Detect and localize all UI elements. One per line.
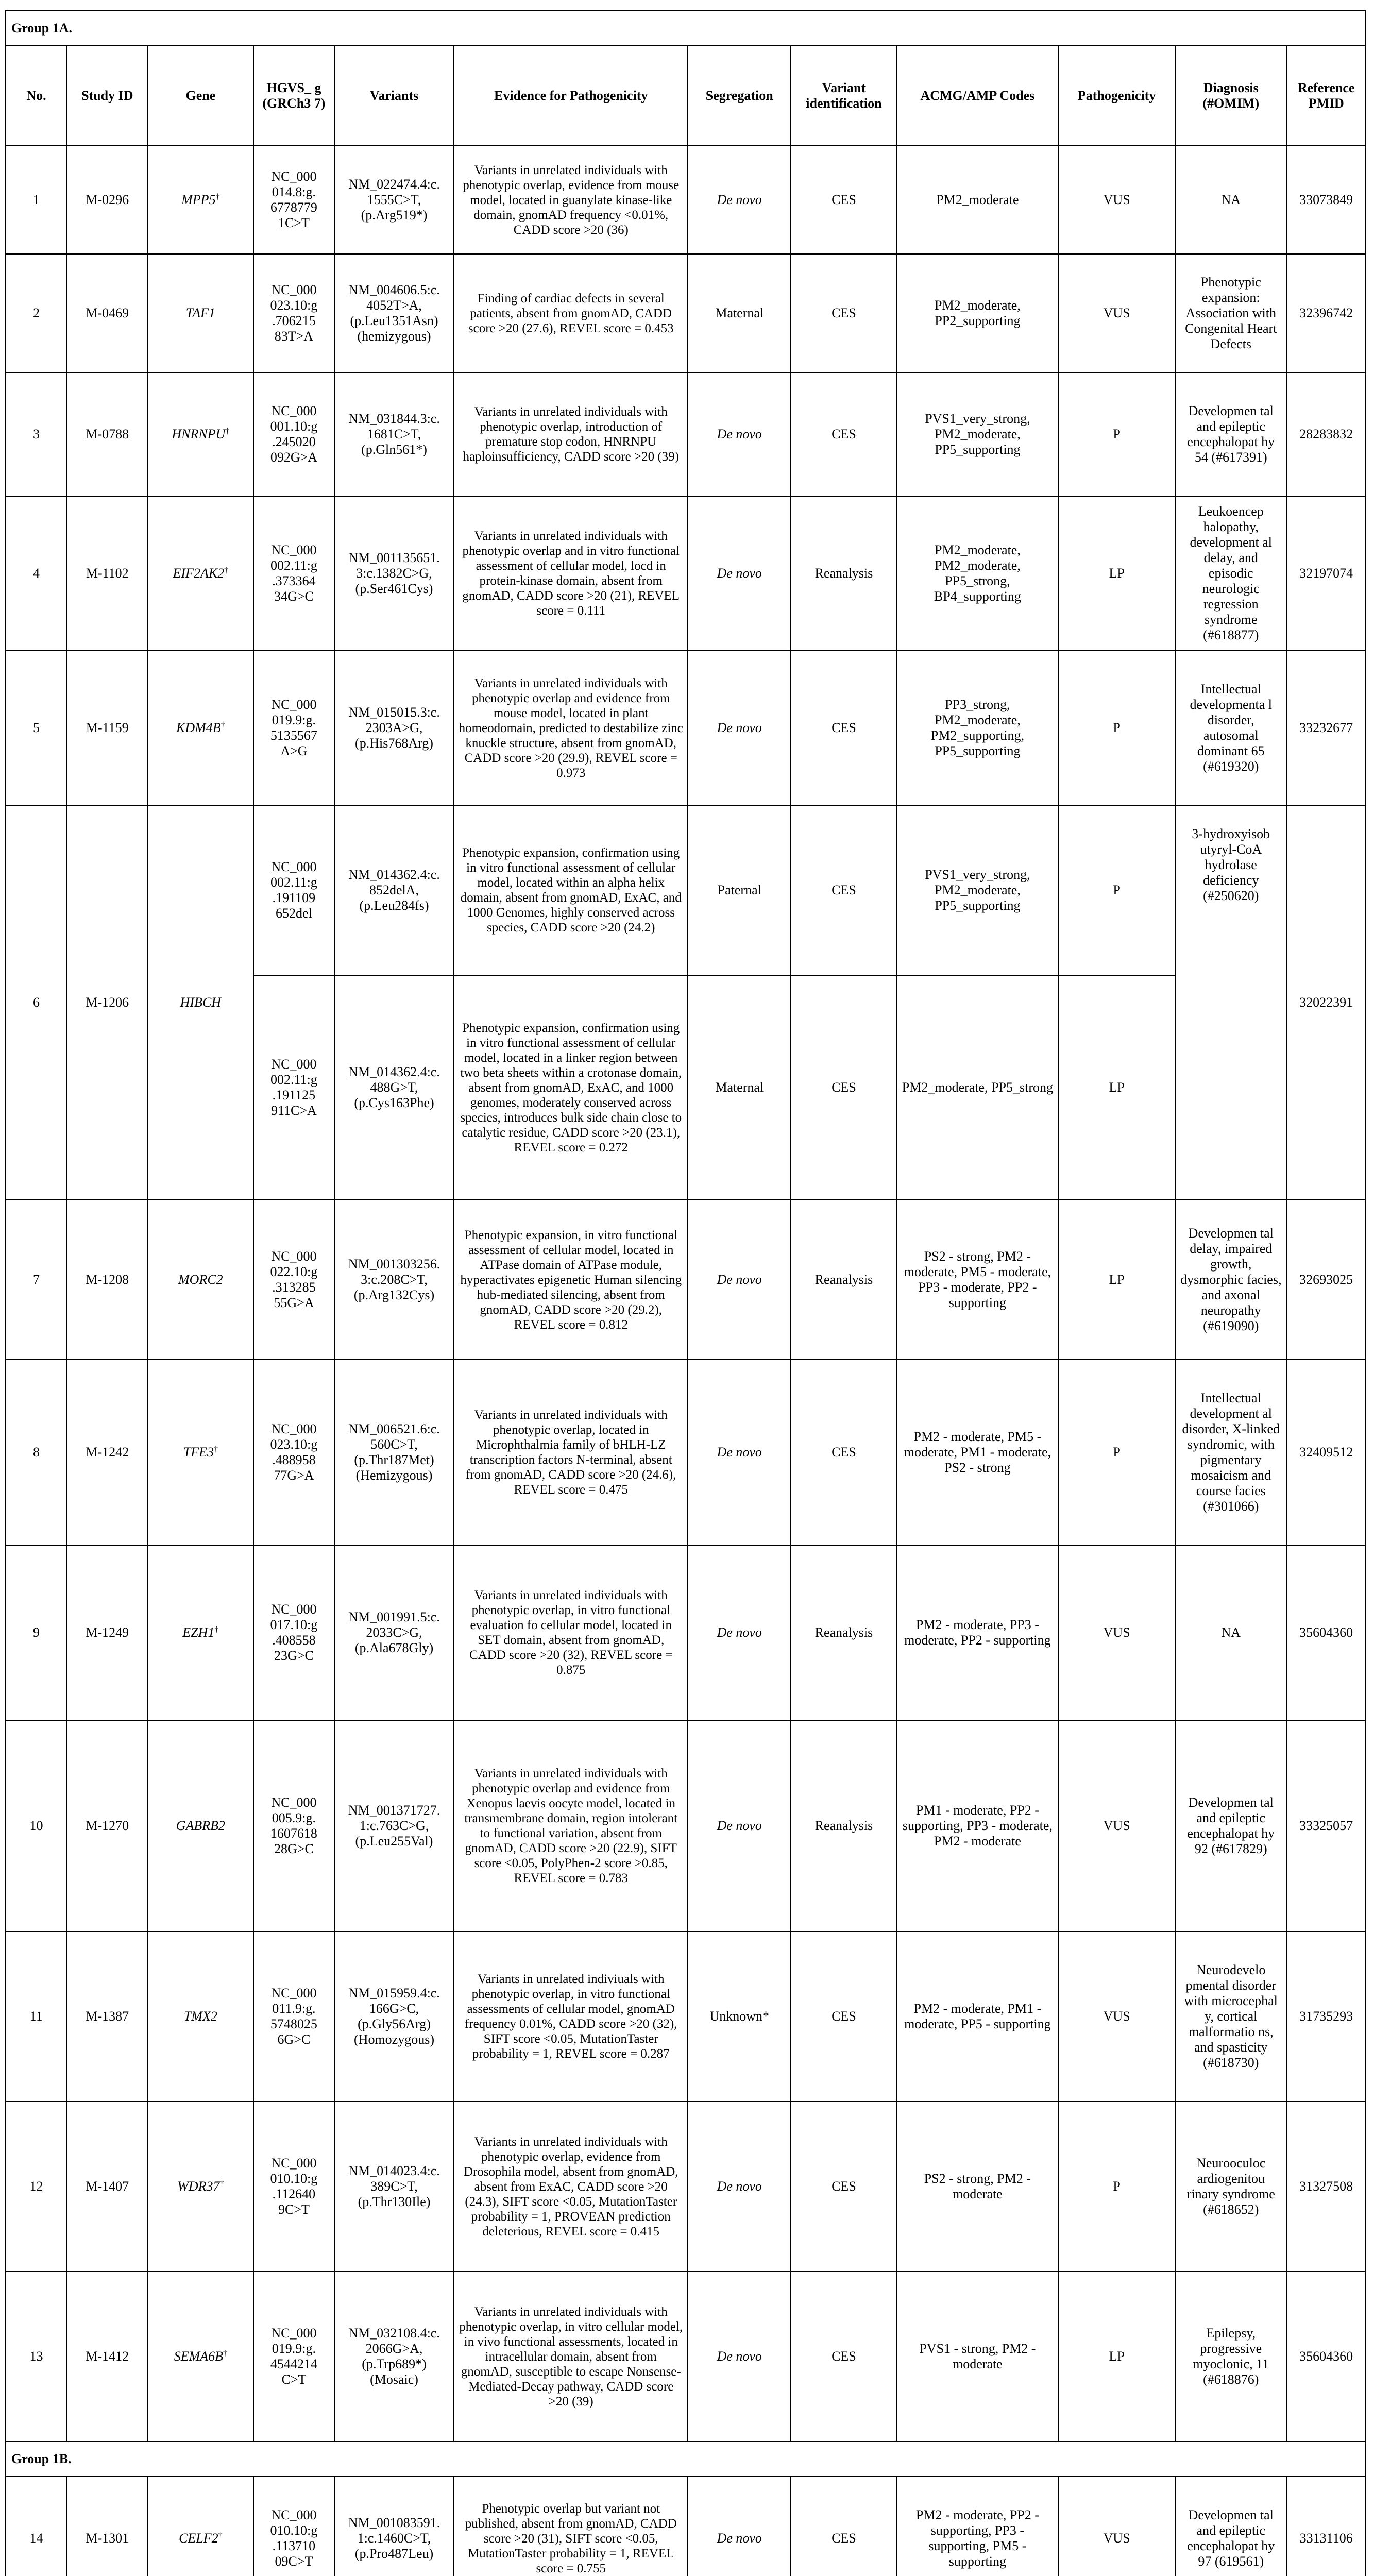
cell-hgvs: NC_000 023.10:g .488958 77G>A — [253, 1360, 334, 1545]
cell-evidence: Variants in unrelated individuals with phenotypic overlap and in vitro functional assessment of cellular model, locd in protein-kinase domain, absent from gnomAD, CADD score >20 (21), REVEL score = 0.111 — [454, 496, 688, 651]
cell-variant: NM_031844.3:c. 1681C>T, (p.Gln561*) — [334, 372, 454, 496]
cell-study-id: M-1206 — [67, 805, 148, 1200]
cell-segregation — [688, 1360, 791, 1545]
table-row — [6, 2477, 1366, 2576]
cell-variant-identification: Reanalysis — [791, 1545, 896, 1720]
cell-diagnosis: Neurodevelo pmental disorder with microcephal y, cortical malformatio ns, and spasticity (#618730) — [1175, 1931, 1286, 2102]
segregation-text: De novo — [717, 1818, 762, 1833]
cell-evidence: Variants in unrelated individuals with phenotypic overlap and evidence from Xenopus laevis oocyte model, located in transmembrane domain, region intolerant to functional variation, absent from gnomAD, CADD score >20 (22.9), SIFT score <0.05, PolyPhen-2 score >0.85, REVEL score = 0.783 — [454, 1720, 688, 1931]
header-variants: Variants — [334, 46, 454, 146]
gene-mark: † — [223, 2349, 227, 2358]
cell-pathogenicity: P — [1058, 651, 1175, 805]
cell-diagnosis: Developmen tal and epileptic encephalopat hy 97 (619561) — [1175, 2477, 1286, 2576]
cell-pathogenicity: P — [1058, 1360, 1175, 1545]
gene-name: MPP5 — [181, 192, 216, 207]
cell-evidence: Phenotypic expansion, in vitro functional assessment of cellular model, located in ATPase domain of ATPase module, hyperactivates epigenetic Human silencing hub-mediated silencing, absent from gnomAD, CADD score >20 (29.2), REVEL score = 0.812 — [454, 1200, 688, 1360]
cell-study-id: M-1208 — [67, 1200, 148, 1360]
cell-variant-identification: CES — [791, 146, 896, 254]
cell-pathogenicity: LP — [1058, 1200, 1175, 1360]
cell-diagnosis: Intellectual developmenta l disorder, autosomal dominant 65 (#619320) — [1175, 651, 1286, 805]
cell-no: 5 — [6, 651, 67, 805]
cell-study-id: M-0469 — [67, 254, 148, 372]
cell-segregation — [688, 496, 791, 651]
cell-variant: NM_006521.6:c. 560C>T, (p.Thr187Met) (Hemizygous) — [334, 1360, 454, 1545]
cell-acmg: PM2_moderate, PP5_strong — [897, 975, 1059, 1200]
cell-variant: NM_004606.5:c. 4052T>A, (p.Leu1351Asn) (hemizygous) — [334, 254, 454, 372]
cell-diagnosis: NA — [1175, 1545, 1286, 1720]
cell-segregation: Unknown* — [688, 1931, 791, 2102]
cell-evidence: Finding of cardiac defects in several patients, absent from gnomAD, CADD score >20 (27.6), REVEL score = 0.453 — [454, 254, 688, 372]
group-1b-label: Group 1B. — [6, 2442, 1366, 2477]
header-variant-identification: Variant identification — [791, 46, 896, 146]
cell-variant: NM_015959.4:c. 166G>C, (p.Gly56Arg) (Homozygous) — [334, 1931, 454, 2102]
cell-gene — [148, 805, 253, 1200]
gene-name: CELF2 — [179, 2531, 218, 2546]
table-row — [6, 1720, 1366, 1931]
cell-variant: NM_014362.4:c. 852delA, (p.Leu284fs) — [334, 805, 454, 975]
header-hgvs: HGVS_ g (GRCh3 7) — [253, 46, 334, 146]
gene-mark: † — [213, 1445, 218, 1454]
cell-gene — [148, 496, 253, 651]
table-row — [6, 2272, 1366, 2442]
table-row — [6, 1360, 1366, 1545]
cell-study-id: M-0296 — [67, 146, 148, 254]
gene-name: TMX2 — [183, 2009, 217, 2024]
cell-study-id: M-1159 — [67, 651, 148, 805]
header-row — [6, 46, 1366, 146]
group-1a-row — [6, 11, 1366, 46]
cell-variant-identification: CES — [791, 805, 896, 975]
cell-reference: 31735293 — [1286, 1931, 1366, 2102]
variants-table — [5, 10, 1366, 2576]
cell-evidence: Phenotypic expansion, confirmation using in vitro functional assessment of cellular model, located in a linker region between two beta sheets within a crotonase domain, absent from gnomAD, ExAC, and 1000 genomes, moderately conserved across species, introduces bulk side chain close to catalytic residue, CADD score >20 (23.1), REVEL score = 0.272 — [454, 975, 688, 1200]
table-row — [6, 1931, 1366, 2102]
cell-segregation — [688, 1545, 791, 1720]
cell-reference: 35604360 — [1286, 1545, 1366, 1720]
cell-segregation — [688, 1720, 791, 1931]
cell-variant-identification: CES — [791, 2272, 896, 2442]
cell-gene — [148, 1545, 253, 1720]
cell-hgvs: NC_000 023.10:g .706215 83T>A — [253, 254, 334, 372]
cell-acmg: PM2_moderate — [897, 146, 1059, 254]
cell-study-id: M-1387 — [67, 1931, 148, 2102]
cell-acmg: PM1 - moderate, PP2 - supporting, PP3 - moderate, PM2 - moderate — [897, 1720, 1059, 1931]
cell-acmg: PM2 - moderate, PP2 - supporting, PP3 - supporting, PM5 - supporting — [897, 2477, 1059, 2576]
cell-no: 13 — [6, 2272, 67, 2442]
table-row — [6, 1200, 1366, 1360]
cell-variant-identification: CES — [791, 975, 896, 1200]
segregation-text: De novo — [717, 566, 762, 581]
cell-variant: NM_022474.4:c. 1555C>T, (p.Arg519*) — [334, 146, 454, 254]
cell-acmg: PM2 - moderate, PM1 - moderate, PP5 - supporting — [897, 1931, 1059, 2102]
gene-name: TAF1 — [185, 306, 215, 320]
segregation-text: De novo — [717, 720, 762, 735]
cell-pathogenicity: VUS — [1058, 254, 1175, 372]
cell-gene — [148, 254, 253, 372]
cell-reference: 35604360 — [1286, 2272, 1366, 2442]
cell-no: 1 — [6, 146, 67, 254]
cell-variant: NM_014362.4:c. 488G>T, (p.Cys163Phe) — [334, 975, 454, 1200]
gene-mark: † — [214, 1625, 219, 1634]
cell-reference: 32396742 — [1286, 254, 1366, 372]
table-row — [6, 805, 1366, 975]
cell-no: 10 — [6, 1720, 67, 1931]
cell-gene — [148, 1931, 253, 2102]
gene-name: WDR37 — [177, 2179, 220, 2194]
gene-mark: † — [220, 720, 225, 730]
gene-name: EZH1 — [182, 1625, 215, 1640]
cell-variant-identification: CES — [791, 1931, 896, 2102]
gene-mark: † — [224, 566, 229, 575]
segregation-text: De novo — [717, 2531, 762, 2546]
cell-gene — [148, 2272, 253, 2442]
cell-variant-identification: Reanalysis — [791, 496, 896, 651]
cell-reference: 33131106 — [1286, 2477, 1366, 2576]
gene-name: HIBCH — [180, 995, 222, 1010]
cell-evidence: Variants in unrelated individuals with phenotypic overlap, introduction of premature stop codon, HNRNPU haploinsufficiency, CADD score >20 (39) — [454, 372, 688, 496]
segregation-text: De novo — [717, 1445, 762, 1460]
cell-diagnosis: Developmen tal and epileptic encephalopat hy 54 (#617391) — [1175, 372, 1286, 496]
header-evidence: Evidence for Pathogenicity — [454, 46, 688, 146]
segregation-text: De novo — [717, 192, 762, 207]
cell-reference: 32693025 — [1286, 1200, 1366, 1360]
cell-diagnosis: 3-hydroxyisob utyryl-CoA hydrolase deficiency (#250620) — [1175, 805, 1286, 1200]
cell-diagnosis: Developmen tal and epileptic encephalopat hy 92 (#617829) — [1175, 1720, 1286, 1931]
cell-no: 4 — [6, 496, 67, 651]
cell-study-id: M-1407 — [67, 2102, 148, 2272]
cell-no: 14 — [6, 2477, 67, 2576]
cell-study-id: M-0788 — [67, 372, 148, 496]
segregation-text: De novo — [717, 2179, 762, 2194]
cell-gene — [148, 2477, 253, 2576]
cell-segregation — [688, 146, 791, 254]
cell-evidence: Variants in unrelated individuals with phenotypic overlap, in vitro cellular model, in vivo functional assessments, located in intracellular domain, absent from gnomAD, susceptible to escape Nonsense-Mediated-Decay pathway, CADD score >20 (39) — [454, 2272, 688, 2442]
cell-variant-identification: CES — [791, 2477, 896, 2576]
header-segregation: Segregation — [688, 46, 791, 146]
cell-hgvs: NC_000 010.10:g .113710 09C>T — [253, 2477, 334, 2576]
cell-study-id: M-1102 — [67, 496, 148, 651]
cell-segregation: Maternal — [688, 254, 791, 372]
cell-hgvs: NC_000 001.10:g .245020 092G>A — [253, 372, 334, 496]
cell-gene — [148, 651, 253, 805]
table-row — [6, 1545, 1366, 1720]
cell-acmg: PM2_moderate, PM2_moderate, PP5_strong, BP4_supporting — [897, 496, 1059, 651]
cell-pathogenicity: P — [1058, 372, 1175, 496]
cell-pathogenicity: LP — [1058, 975, 1175, 1200]
gene-name: EIF2AK2 — [173, 566, 225, 581]
cell-reference: 31327508 — [1286, 2102, 1366, 2272]
cell-acmg: PM2 - moderate, PM5 - moderate, PM1 - moderate, PS2 - strong — [897, 1360, 1059, 1545]
cell-evidence: Variants in unrelated individuals with phenotypic overlap, located in Microphthalmia family of bHLH-LZ transcription factors N-terminal, absent from gnomAD, CADD score >20 (24.6), REVEL score = 0.475 — [454, 1360, 688, 1545]
cell-no: 2 — [6, 254, 67, 372]
segregation-text: De novo — [717, 427, 762, 442]
cell-gene — [148, 372, 253, 496]
gene-name: GABRB2 — [176, 1818, 225, 1833]
gene-mark: † — [219, 2179, 224, 2188]
group-1b-row — [6, 2442, 1366, 2477]
cell-variant-identification: CES — [791, 651, 896, 805]
page — [5, 10, 1366, 2576]
cell-reference: 33232677 — [1286, 651, 1366, 805]
cell-variant-identification: CES — [791, 2102, 896, 2272]
gene-name: KDM4B — [176, 720, 221, 735]
cell-variant: NM_001135651. 3:c.1382C>G, (p.Ser461Cys) — [334, 496, 454, 651]
gene-name: HNRNPU — [172, 427, 226, 442]
header-diagnosis: Diagnosis (#OMIM) — [1175, 46, 1286, 146]
cell-hgvs: NC_000 019.9:g. 4544214 C>T — [253, 2272, 334, 2442]
cell-segregation — [688, 372, 791, 496]
cell-acmg: PVS1_very_strong, PM2_moderate, PP5_supporting — [897, 805, 1059, 975]
cell-evidence: Phenotypic overlap but variant not published, absent from gnomAD, CADD score >20 (31), SIFT score <0.05, MutationTaster probability = 1, REVEL score = 0.755 — [454, 2477, 688, 2576]
cell-variant-identification: Reanalysis — [791, 1720, 896, 1931]
table-row — [6, 146, 1366, 254]
cell-reference: 32022391 — [1286, 805, 1366, 1200]
cell-diagnosis: Neurooculoc ardiogenitou rinary syndrome (#618652) — [1175, 2102, 1286, 2272]
cell-hgvs: NC_000 002.11:g .373364 34G>C — [253, 496, 334, 651]
cell-segregation: Paternal — [688, 805, 791, 975]
gene-name: TFE3 — [183, 1445, 214, 1460]
cell-evidence: Variants in unrelated individuals with phenotypic overlap, in vitro functional evaluation fo cellular model, located in SET domain, absent from gnomAD, CADD score >20 (32), REVEL score = 0.875 — [454, 1545, 688, 1720]
cell-segregation — [688, 1200, 791, 1360]
table-row — [6, 372, 1366, 496]
cell-segregation — [688, 2102, 791, 2272]
cell-diagnosis: Epilepsy, progressive myoclonic, 11 (#618876) — [1175, 2272, 1286, 2442]
table-row — [6, 2102, 1366, 2272]
cell-hgvs: NC_000 019.9:g. 5135567 A>G — [253, 651, 334, 805]
cell-diagnosis: NA — [1175, 146, 1286, 254]
header-gene: Gene — [148, 46, 253, 146]
cell-pathogenicity: VUS — [1058, 1545, 1175, 1720]
cell-pathogenicity: P — [1058, 2102, 1175, 2272]
cell-diagnosis: Leukoencep halopathy, development al delay, and episodic neurologic regression syndrome (#618877) — [1175, 496, 1286, 651]
cell-variant: NM_014023.4:c. 389C>T, (p.Thr130Ile) — [334, 2102, 454, 2272]
cell-reference: 32409512 — [1286, 1360, 1366, 1545]
group-1a-label: Group 1A. — [6, 11, 1366, 46]
cell-variant-identification: Reanalysis — [791, 1200, 896, 1360]
cell-segregation — [688, 2272, 791, 2442]
cell-acmg: PS2 - strong, PM2 - moderate, PM5 - moderate, PP3 - moderate, PP2 - supporting — [897, 1200, 1059, 1360]
cell-diagnosis: Developmen tal delay, impaired growth, dysmorphic facies, and axonal neuropathy (#619090) — [1175, 1200, 1286, 1360]
cell-hgvs: NC_000 022.10:g .313285 55G>A — [253, 1200, 334, 1360]
cell-acmg: PM2_moderate, PP2_supporting — [897, 254, 1059, 372]
cell-gene — [148, 1720, 253, 1931]
cell-study-id: M-1412 — [67, 2272, 148, 2442]
cell-acmg: PM2 - moderate, PP3 - moderate, PP2 - supporting — [897, 1545, 1059, 1720]
cell-hgvs: NC_000 011.9:g. 5748025 6G>C — [253, 1931, 334, 2102]
cell-gene — [148, 1200, 253, 1360]
cell-hgvs: NC_000 010.10:g .112640 9C>T — [253, 2102, 334, 2272]
cell-diagnosis: Phenotypic expansion: Association with Congenital Heart Defects — [1175, 254, 1286, 372]
header-no: No. — [6, 46, 67, 146]
table-row — [6, 254, 1366, 372]
cell-gene — [148, 146, 253, 254]
cell-no: 6 — [6, 805, 67, 1200]
cell-evidence: Variants in unrelated individuals with phenotypic overlap, evidence from mouse model, located in guanylate kinase-like domain, gnomAD frequency <0.01%, CADD score >20 (36) — [454, 146, 688, 254]
segregation-text: De novo — [717, 1272, 762, 1287]
table-row — [6, 496, 1366, 651]
cell-no: 8 — [6, 1360, 67, 1545]
header-study-id: Study ID — [67, 46, 148, 146]
cell-study-id: M-1242 — [67, 1360, 148, 1545]
cell-reference: 33073849 — [1286, 146, 1366, 254]
cell-variant: NM_001371727. 1:c.763C>G, (p.Leu255Val) — [334, 1720, 454, 1931]
cell-reference: 28283832 — [1286, 372, 1366, 496]
cell-pathogenicity: LP — [1058, 496, 1175, 651]
gene-name: MORC2 — [178, 1272, 223, 1287]
header-reference: Reference PMID — [1286, 46, 1366, 146]
cell-acmg: PP3_strong, PM2_moderate, PM2_supporting, PP5_supporting — [897, 651, 1059, 805]
cell-hgvs: NC_000 017.10:g .408558 23G>C — [253, 1545, 334, 1720]
segregation-text: De novo — [717, 1625, 762, 1640]
cell-no: 7 — [6, 1200, 67, 1360]
cell-acmg: PS2 - strong, PM2 - moderate — [897, 2102, 1059, 2272]
cell-variant: NM_032108.4:c. 2066G>A, (p.Trp689*) (Mosaic) — [334, 2272, 454, 2442]
cell-evidence: Phenotypic expansion, confirmation using in vitro functional assessment of cellular model, located within an alpha helix domain, absent from gnomAD, ExAC, and 1000 Genomes, highly conserved across species, CADD score >20 (24.2) — [454, 805, 688, 975]
cell-variant-identification: CES — [791, 372, 896, 496]
cell-no: 11 — [6, 1931, 67, 2102]
cell-segregation — [688, 651, 791, 805]
cell-no: 12 — [6, 2102, 67, 2272]
cell-hgvs: NC_000 014.8:g. 6778779 1C>T — [253, 146, 334, 254]
cell-study-id: M-1249 — [67, 1545, 148, 1720]
cell-evidence: Variants in unrelated individuals with phenotypic overlap, evidence from Drosophila model, absent from gnomAD, absent from ExAC, CADD score >20 (24.3), SIFT score <0.05, MutationTaster probability = 1, PROVEAN prediction deleterious, REVEL score = 0.415 — [454, 2102, 688, 2272]
gene-mark: † — [218, 2531, 223, 2540]
cell-no: 9 — [6, 1545, 67, 1720]
cell-segregation: Maternal — [688, 975, 791, 1200]
cell-acmg: PVS1_very_strong, PM2_moderate, PP5_supporting — [897, 372, 1059, 496]
gene-mark: † — [215, 192, 220, 201]
gene-mark: † — [225, 427, 230, 436]
cell-variant-identification: CES — [791, 254, 896, 372]
cell-evidence: Variants in unrelated indiviuals with phenotypic overlap, in vitro functional assessments of cellular model, gnomAD frequency 0.01%, CADD score >20 (32), SIFT score <0.05, MutationTaster probability = 1, REVEL score = 0.287 — [454, 1931, 688, 2102]
cell-variant: NM_015015.3:c. 2303A>G, (p.His768Arg) — [334, 651, 454, 805]
cell-gene — [148, 1360, 253, 1545]
cell-pathogenicity: VUS — [1058, 1720, 1175, 1931]
cell-study-id: M-1270 — [67, 1720, 148, 1931]
cell-acmg: PVS1 - strong, PM2 - moderate — [897, 2272, 1059, 2442]
cell-hgvs: NC_000 002.11:g .191109 652del — [253, 805, 334, 975]
cell-variant-identification: CES — [791, 1360, 896, 1545]
cell-variant: NM_001083591. 1:c.1460C>T, (p.Pro487Leu) — [334, 2477, 454, 2576]
cell-pathogenicity: VUS — [1058, 1931, 1175, 2102]
cell-reference: 33325057 — [1286, 1720, 1366, 1931]
cell-diagnosis: Intellectual development al disorder, X-linked syndromic, with pigmentary mosaicism and course facies (#301066) — [1175, 1360, 1286, 1545]
cell-hgvs: NC_000 005.9:g. 1607618 28G>C — [253, 1720, 334, 1931]
cell-pathogenicity: LP — [1058, 2272, 1175, 2442]
cell-pathogenicity: P — [1058, 805, 1175, 975]
cell-gene — [148, 2102, 253, 2272]
cell-reference: 32197074 — [1286, 496, 1366, 651]
gene-name: SEMA6B — [174, 2349, 223, 2364]
segregation-text: De novo — [717, 2349, 762, 2364]
cell-pathogenicity: VUS — [1058, 2477, 1175, 2576]
table-row — [6, 651, 1366, 805]
cell-variant: NM_001303256. 3:c.208C>T, (p.Arg132Cys) — [334, 1200, 454, 1360]
cell-hgvs: NC_000 002.11:g .191125 911C>A — [253, 975, 334, 1200]
cell-segregation — [688, 2477, 791, 2576]
header-acmg-codes: ACMG/AMP Codes — [897, 46, 1059, 146]
cell-pathogenicity: VUS — [1058, 146, 1175, 254]
cell-evidence: Variants in unrelated individuals with phenotypic overlap and evidence from mouse model, located in plant homeodomain, predicted to destabilize zinc knuckle structure, absent from gnomAD, CADD score >20 (29.9), REVEL score = 0.973 — [454, 651, 688, 805]
header-pathogenicity: Pathogenicity — [1058, 46, 1175, 146]
cell-study-id: M-1301 — [67, 2477, 148, 2576]
cell-variant: NM_001991.5:c. 2033C>G, (p.Ala678Gly) — [334, 1545, 454, 1720]
cell-no: 3 — [6, 372, 67, 496]
